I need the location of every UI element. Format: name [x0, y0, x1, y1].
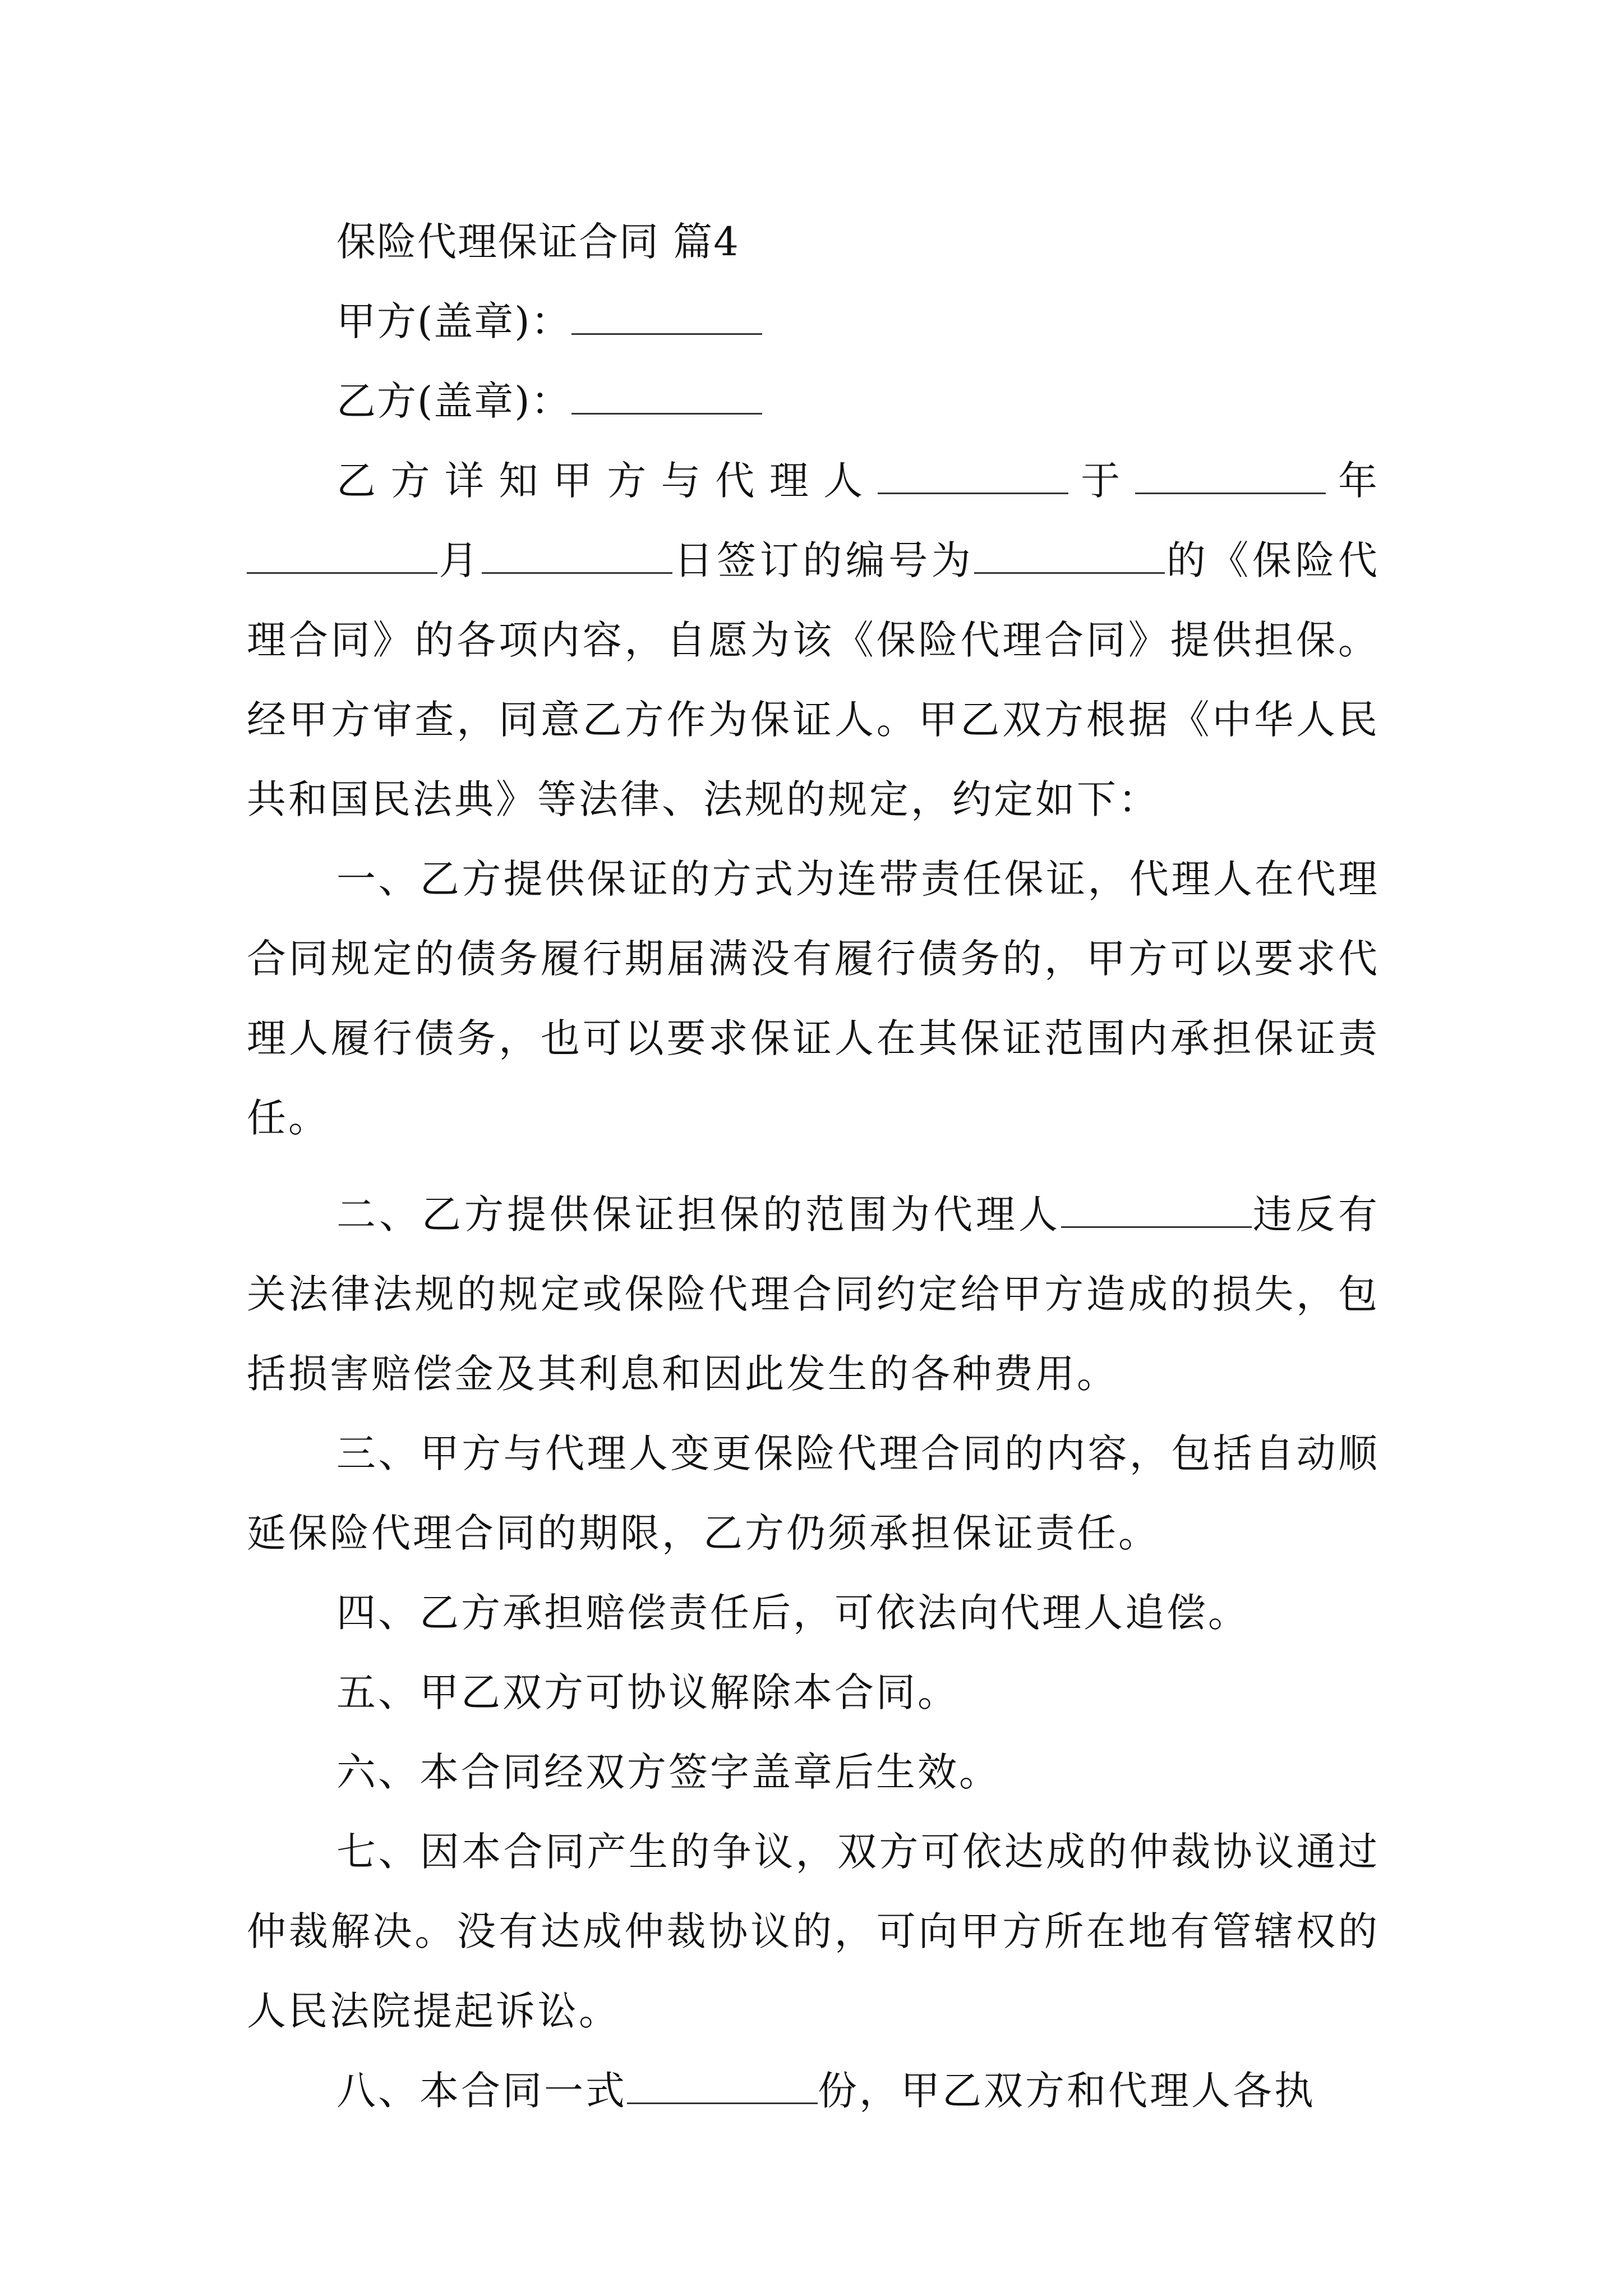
- clause-5: [247, 1653, 1380, 1732]
- party-a-label: 甲方(盖章)：: [336, 298, 571, 344]
- clause-2-text-a: 二、乙方提供保证担保的范围为代理人: [336, 1191, 1061, 1237]
- clause-5-text: 五、甲乙双方可协议解除本合同。: [336, 1669, 959, 1715]
- clause-1-text: 一、乙方提供保证的方式为连带责任保证，代理人在代理合同规定的债务履行期届满没有履行债务的，甲方可以要求代理人履行债务，也可以要求保证人在其保证范围内承担保证责任。: [247, 856, 1380, 1141]
- intro-text-5: 日签订的编号为: [672, 537, 975, 583]
- document-title: 保险代理保证合同 篇4: [336, 219, 740, 265]
- clause-2: [247, 1175, 1380, 1414]
- party-a-blank: [571, 298, 762, 335]
- clause-3: [247, 1414, 1380, 1573]
- intro-text-1: 乙方详知甲方与代理人: [336, 458, 878, 504]
- clause-8: [247, 2051, 1380, 2131]
- clause-7: [247, 1812, 1380, 2051]
- day-blank: [482, 537, 672, 574]
- month-blank: [247, 537, 437, 574]
- party-a-line: [247, 282, 1380, 361]
- clause-6: [247, 1732, 1380, 1812]
- intro-paragraph: [247, 441, 1380, 839]
- intro-text-3: 年: [1325, 458, 1380, 504]
- party-b-label: 乙方(盖章)：: [336, 378, 571, 424]
- clause-8-text-a: 八、本合同一式: [336, 2068, 627, 2114]
- clause-4-text: 四、乙方承担赔偿责任后，可依法向代理人追偿。: [336, 1590, 1249, 1636]
- clause-8-text-b: 份，甲乙双方和代理人各执: [818, 2068, 1316, 2114]
- copies-blank: [627, 2068, 818, 2104]
- clause-6-text: 六、本合同经双方签字盖章后生效。: [336, 1749, 1000, 1795]
- clause-1: [247, 839, 1380, 1158]
- clause-7-text: 七、因本合同产生的争议，双方可依达成的仲裁协议通过仲裁解决。没有达成仲裁协议的，可向甲方所在地有管辖权的人民法院提起诉讼。: [247, 1829, 1380, 2034]
- contract-number-blank: [974, 537, 1165, 574]
- intro-text-2: 于: [1068, 458, 1135, 504]
- agent-blank: [1061, 1191, 1252, 1228]
- party-b-blank: [571, 378, 762, 415]
- agent-name-blank: [878, 458, 1068, 494]
- year-blank: [1135, 458, 1326, 494]
- clause-2-text-b: 违反有关法律法规的规定或保险代理合同约定给甲方造成的损失，包括损害赔偿金及其利息和因此发生的各种费用。: [247, 1191, 1380, 1397]
- party-b-line: [247, 361, 1380, 441]
- clause-4: [247, 1573, 1380, 1653]
- intro-text-4: 月: [437, 537, 482, 583]
- clause-3-text: 三、甲方与代理人变更保险代理合同的内容，包括自动顺延保险代理合同的期限，乙方仍须承担保证责任。: [247, 1430, 1380, 1556]
- document-page: [247, 202, 1380, 2131]
- intro-text-6: 的《保险代理合同》的各项内容，自愿为该《保险代理合同》提供担保。经甲方审查，同意乙方作为保证人。甲乙双方根据《中华人民共和国民法典》等法律、法规的规定，约定如下：: [247, 537, 1380, 822]
